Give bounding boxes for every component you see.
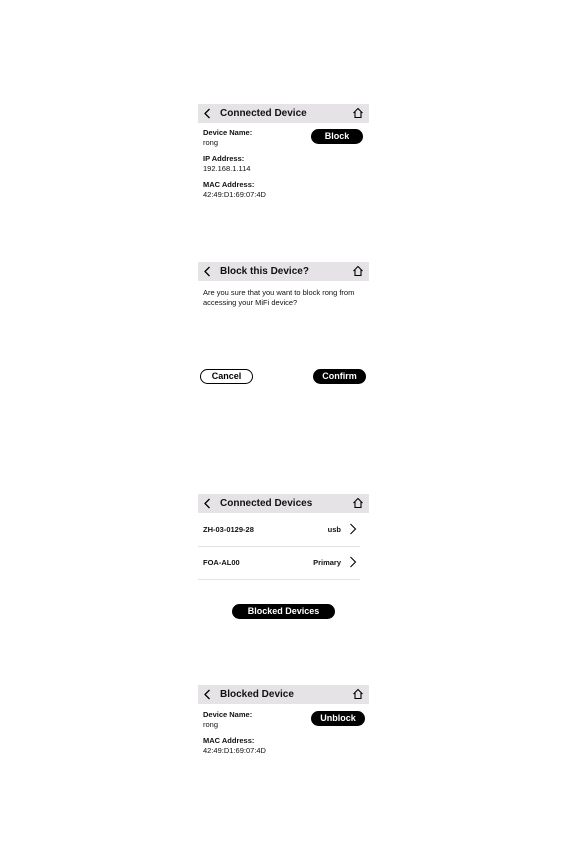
- device-name: ZH-03-0129-28: [203, 525, 254, 534]
- mac-address-label: MAC Address:: [203, 736, 255, 745]
- ip-address-value: 192.168.1.114: [203, 164, 251, 173]
- home-icon[interactable]: [352, 497, 364, 509]
- unblock-button[interactable]: Unblock: [311, 711, 365, 726]
- ip-address-label: IP Address:: [203, 154, 245, 163]
- blocked-device-screen: [198, 685, 369, 765]
- device-type: Primary: [313, 558, 341, 567]
- home-icon[interactable]: [352, 688, 364, 700]
- chevron-right-icon: [349, 556, 357, 568]
- device-name-value: rong: [203, 138, 219, 147]
- chevron-right-icon: [349, 523, 357, 535]
- block-button[interactable]: Block: [311, 129, 363, 144]
- home-icon[interactable]: [352, 107, 364, 119]
- connected-devices-screen: [198, 494, 369, 624]
- device-name-label: Device Name:: [203, 128, 253, 137]
- back-icon[interactable]: [202, 108, 213, 119]
- confirm-message: Are you sure that you want to block rong from accessing your MiFi device?: [203, 288, 355, 307]
- page-title: Block this Device?: [220, 266, 309, 277]
- mac-address-value: 42:49:D1:69:07:4D: [203, 746, 266, 755]
- block-confirm-screen: [198, 262, 369, 392]
- header-bar: [198, 104, 369, 123]
- header-bar: [198, 685, 369, 704]
- page-title: Connected Devices: [220, 498, 313, 509]
- device-name-label: Device Name:: [203, 710, 253, 719]
- home-icon[interactable]: [352, 265, 364, 277]
- device-name: FOA-AL00: [203, 558, 240, 567]
- device-list-item[interactable]: [198, 513, 360, 547]
- page-title: Blocked Device: [220, 689, 294, 700]
- mac-address-value: 42:49:D1:69:07:4D: [203, 190, 266, 199]
- device-name-value: rong: [203, 720, 219, 729]
- page-title: Connected Device: [220, 108, 307, 119]
- mac-address-label: MAC Address:: [203, 180, 255, 189]
- header-bar: [198, 262, 369, 281]
- device-type: usb: [327, 525, 341, 534]
- header-bar: [198, 494, 369, 513]
- blocked-devices-button[interactable]: Blocked Devices: [232, 604, 335, 619]
- back-icon[interactable]: [202, 498, 213, 509]
- back-icon[interactable]: [202, 266, 213, 277]
- confirm-button[interactable]: Confirm: [313, 369, 366, 384]
- back-icon[interactable]: [202, 689, 213, 700]
- device-list-item[interactable]: [198, 546, 360, 580]
- cancel-button[interactable]: Cancel: [200, 369, 253, 384]
- connected-device-screen: [198, 104, 369, 204]
